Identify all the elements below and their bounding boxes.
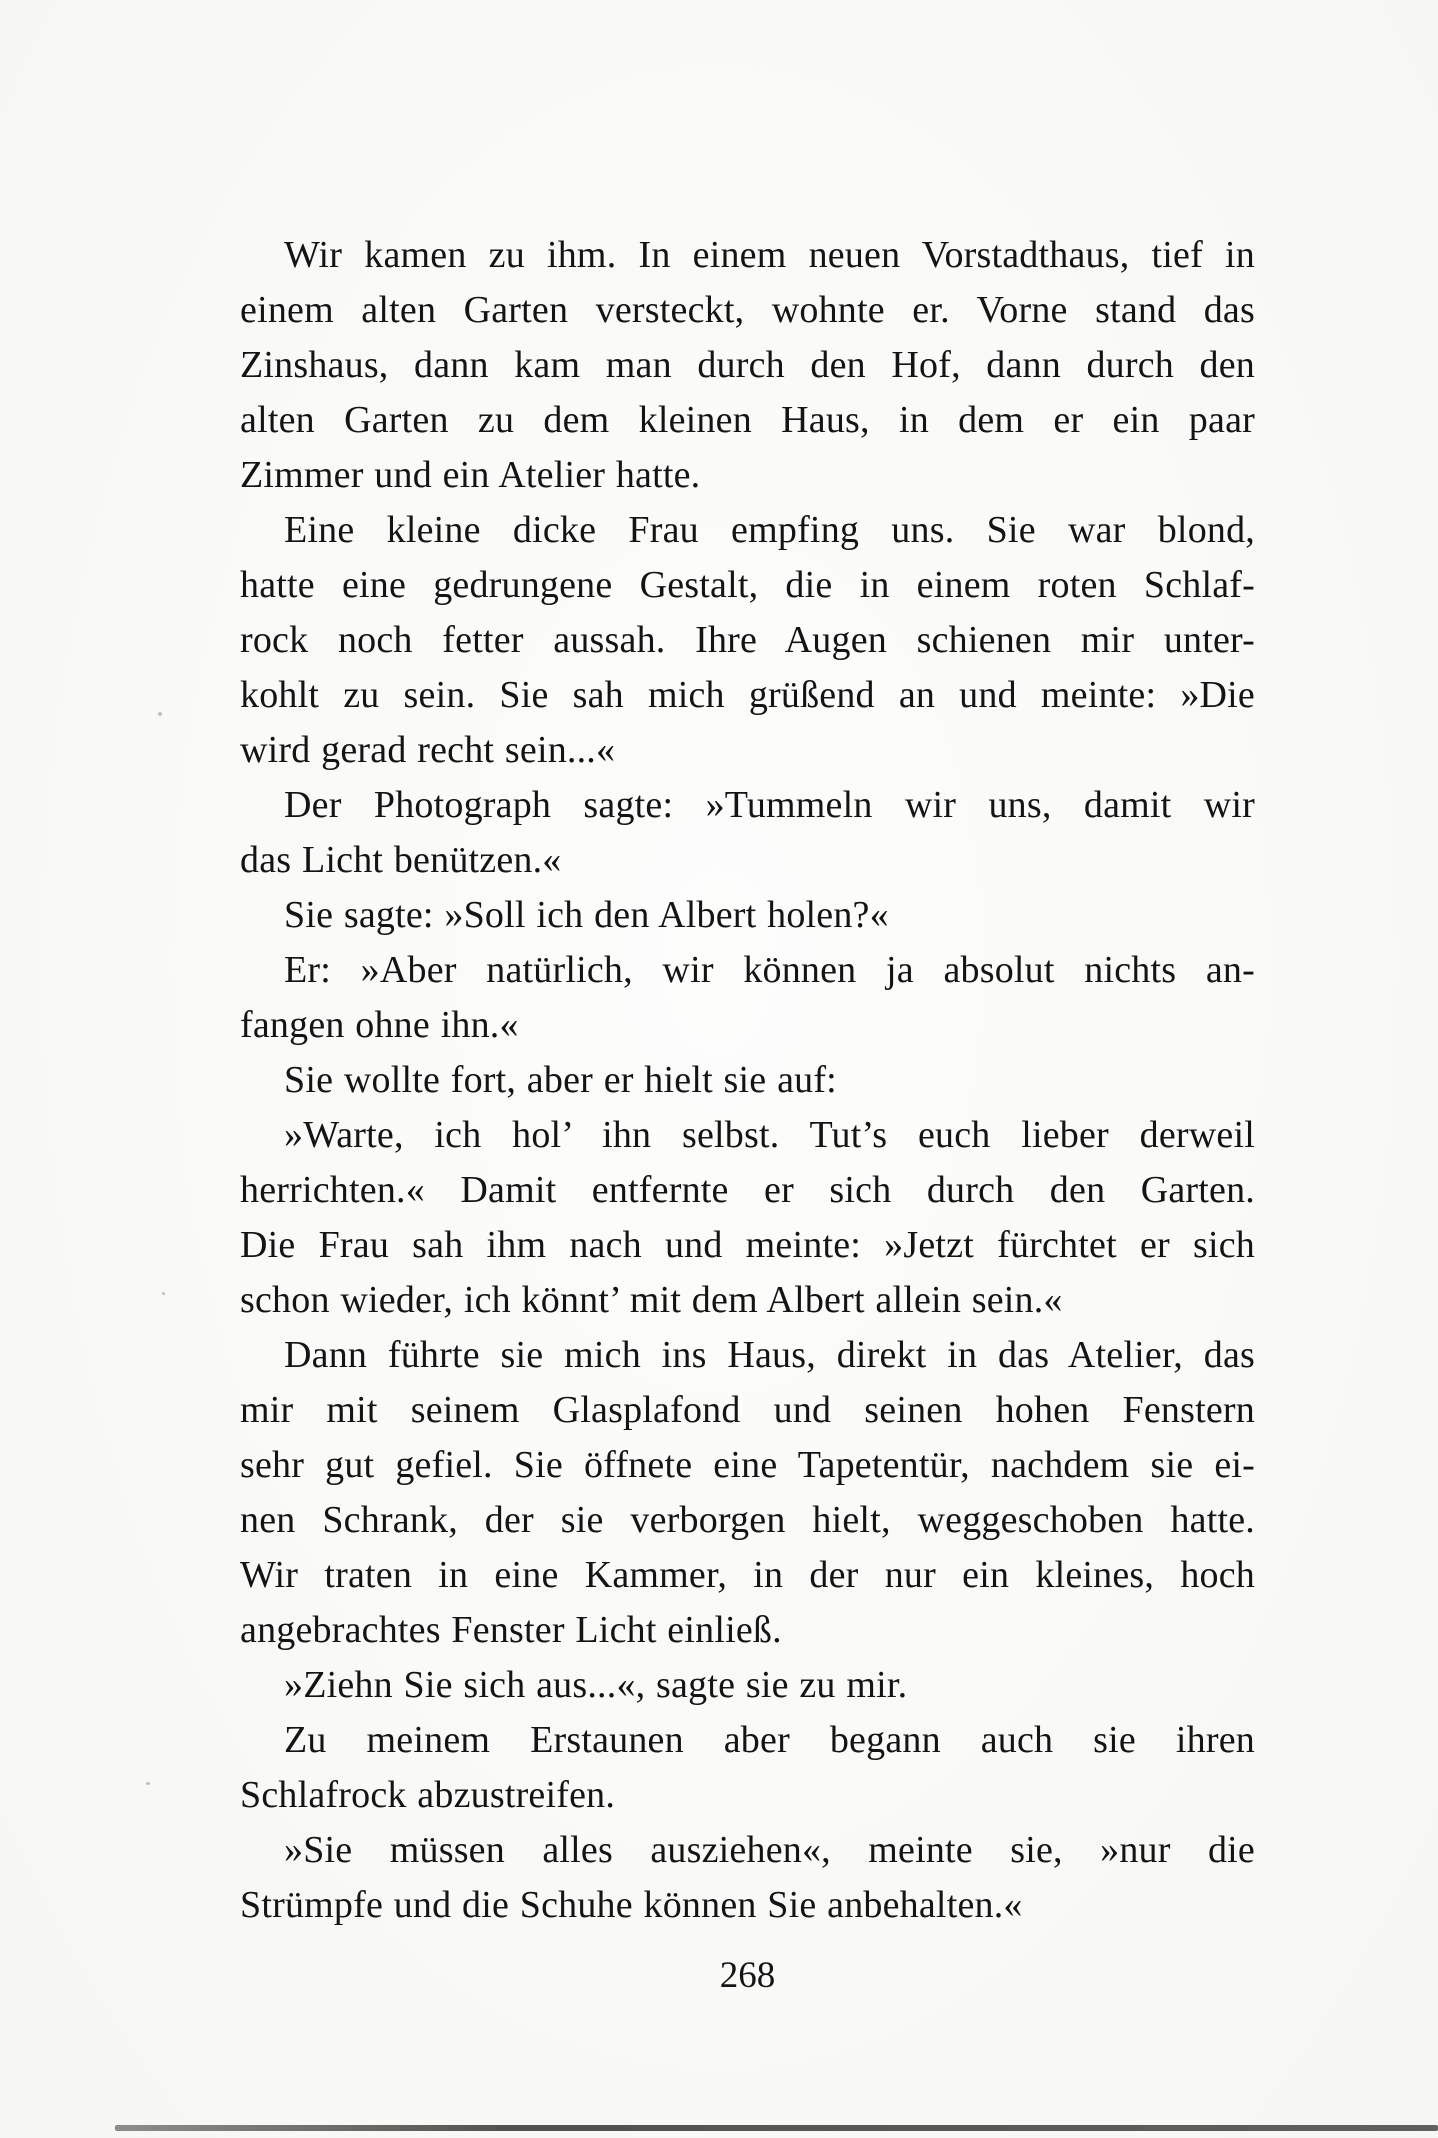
text-line: hatte eine gedrungene Gestalt, die in einem roten Schlaf- <box>240 564 1255 606</box>
page-number: 268 <box>719 1955 776 1996</box>
text-line: Eine kleine dicke Frau empfing uns. Sie war blond, <box>284 509 1255 551</box>
text-line: Schlafrock abzustreifen. <box>240 1774 616 1816</box>
scan-speck <box>158 712 162 716</box>
text-line: schon wieder, ich könnt’ mit dem Albert allein sein.« <box>240 1279 1063 1321</box>
text-line: das Licht benützen.« <box>240 839 562 881</box>
text-line: alten Garten zu dem kleinen Haus, in dem er ein paar <box>240 399 1255 441</box>
text-line: rock noch fetter aussah. Ihre Augen schienen mir unter- <box>240 619 1255 661</box>
scan-edge-artifact <box>115 2125 1438 2131</box>
text-line: kohlt zu sein. Sie sah mich grüßend an und meinte: »Die <box>240 674 1255 716</box>
text-line: Der Photograph sagte: »Tummeln wir uns, damit wir <box>284 784 1255 826</box>
text-line: sehr gut gefiel. Sie öffnete eine Tapetentür, nachdem sie ei- <box>240 1444 1255 1486</box>
scan-speck <box>146 1782 150 1785</box>
text-line: einem alten Garten versteckt, wohnte er. Vorne stand das <box>240 289 1255 331</box>
text-line: Zimmer und ein Atelier hatte. <box>240 454 701 496</box>
text-line: nen Schrank, der sie verborgen hielt, weggeschoben hatte. <box>240 1499 1255 1541</box>
text-line: »Ziehn Sie sich aus...«, sagte sie zu mir. <box>284 1664 908 1706</box>
text-line: mir mit seinem Glasplafond und seinen hohen Fenstern <box>240 1389 1255 1431</box>
text-line: angebrachtes Fenster Licht einließ. <box>240 1609 782 1651</box>
text-line: wird gerad recht sein...« <box>240 729 616 771</box>
text-line: Sie wollte fort, aber er hielt sie auf: <box>284 1059 837 1101</box>
text-line: Dann führte sie mich ins Haus, direkt in das Atelier, das <box>284 1334 1255 1376</box>
text-line: Die Frau sah ihm nach und meinte: »Jetzt fürchtet er sich <box>240 1224 1255 1266</box>
text-line: Strümpfe und die Schuhe können Sie anbehalten.« <box>240 1884 1023 1926</box>
text-line: Wir traten in eine Kammer, in der nur ein kleines, hoch <box>240 1554 1255 1596</box>
text-line: herrichten.« Damit entfernte er sich durch den Garten. <box>240 1169 1255 1211</box>
text-line: Er: »Aber natürlich, wir können ja absolut nichts an- <box>284 949 1255 991</box>
text-line: fangen ohne ihn.« <box>240 1004 519 1046</box>
text-line: »Warte, ich hol’ ihn selbst. Tut’s euch lieber derweil <box>284 1114 1255 1156</box>
scan-speck <box>162 1292 165 1295</box>
text-line: Wir kamen zu ihm. In einem neuen Vorstadthaus, tief in <box>284 234 1255 276</box>
text-line: Zinshaus, dann kam man durch den Hof, dann durch den <box>240 344 1255 386</box>
text-line: »Sie müssen alles ausziehen«, meinte sie, »nur die <box>284 1829 1255 1871</box>
text-line: Zu meinem Erstaunen aber begann auch sie ihren <box>284 1719 1255 1761</box>
text-block <box>240 228 1255 1933</box>
text-line: Sie sagte: »Soll ich den Albert holen?« <box>284 894 889 936</box>
